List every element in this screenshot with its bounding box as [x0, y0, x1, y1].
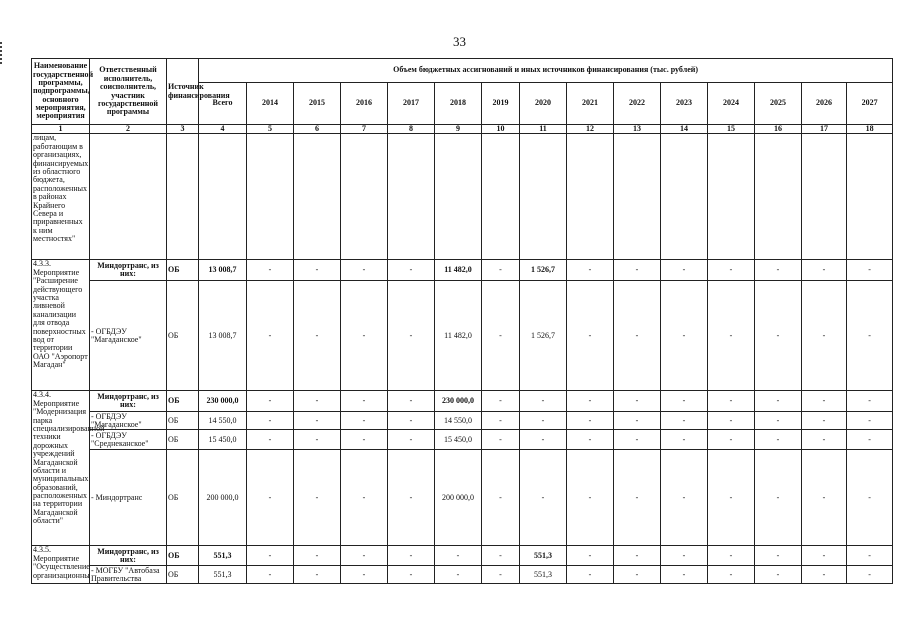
value-cell: - [341, 450, 388, 546]
value-cell: - [567, 546, 614, 566]
header-year: 2023 [661, 83, 708, 125]
value-cell: - [847, 281, 893, 391]
header-executor: Ответственный исполнитель, соисполнитель, участник государственной программы [90, 59, 167, 125]
value-cell: - [482, 260, 520, 281]
value-cell: - [847, 430, 893, 450]
source-cell: ОБ [167, 281, 199, 391]
value-cell: - [802, 546, 847, 566]
value-cell: - [614, 260, 661, 281]
executor-cell: - МОГБУ "Автобаза Правительства [90, 566, 167, 584]
value-cell: - [482, 412, 520, 430]
value-cell: - [708, 430, 755, 450]
value-cell: - [341, 430, 388, 450]
value-cell: - [802, 430, 847, 450]
value-cell: - [847, 412, 893, 430]
column-number: 10 [482, 125, 520, 134]
column-number: 15 [708, 125, 755, 134]
header-funding-title: Объем бюджетных ассигнований и иных источников финансирования (тыс. рублей) [199, 59, 893, 83]
value-cell: - [755, 412, 802, 430]
column-number: 5 [247, 125, 294, 134]
value-cell: - [294, 281, 341, 391]
column-number: 2 [90, 125, 167, 134]
value-cell: - [341, 281, 388, 391]
value-cell: - [294, 260, 341, 281]
value-cell: - [614, 430, 661, 450]
value-cell: - [341, 260, 388, 281]
value-cell: - [247, 450, 294, 546]
value-cell: - [482, 281, 520, 391]
source-cell: ОБ [167, 566, 199, 584]
header-year: 2019 [482, 83, 520, 125]
value-cell: 14 550,0 [435, 412, 482, 430]
value-cell: - [847, 566, 893, 584]
value-cell: - [388, 546, 435, 566]
value-cell: - [247, 391, 294, 412]
table-row [32, 546, 893, 566]
executor-cell: - ОГБДЭУ "Магаданское" [90, 281, 167, 391]
value-cell: 11 482,0 [435, 260, 482, 281]
value-cell: 1 526,7 [520, 281, 567, 391]
table-row [32, 260, 893, 281]
total-cell: 15 450,0 [199, 430, 247, 450]
value-cell: - [614, 281, 661, 391]
value-cell: - [341, 546, 388, 566]
value-cell: - [388, 566, 435, 584]
total-cell: 551,3 [199, 546, 247, 566]
value-cell: 11 482,0 [435, 281, 482, 391]
column-number-row [32, 125, 893, 134]
value-cell: - [482, 546, 520, 566]
value-cell: - [661, 546, 708, 566]
table-row [32, 391, 893, 412]
header-year: 2020 [520, 83, 567, 125]
value-cell: - [294, 391, 341, 412]
value-cell: - [294, 546, 341, 566]
header-year: 2026 [802, 83, 847, 125]
value-cell: - [247, 260, 294, 281]
value-cell: 230 000,0 [435, 391, 482, 412]
value-cell: - [341, 412, 388, 430]
page-number: 33 [453, 34, 466, 49]
value-cell: - [294, 450, 341, 546]
source-cell: ОБ [167, 450, 199, 546]
measure-name-continuation: лицам, работающим в организациях, финансируемых из областного бюджета, расположенных в районах Крайнего Севера и приравненных к ним местностях" [32, 134, 90, 260]
total-cell: 200 000,0 [199, 450, 247, 546]
value-cell: - [708, 391, 755, 412]
source-cell: ОБ [167, 430, 199, 450]
value-cell: 1 526,7 [520, 260, 567, 281]
value-cell: - [567, 430, 614, 450]
source-cell: ОБ [167, 412, 199, 430]
header-year: 2025 [755, 83, 802, 125]
value-cell: - [847, 546, 893, 566]
value-cell: - [661, 566, 708, 584]
column-number: 6 [294, 125, 341, 134]
value-cell: - [388, 391, 435, 412]
value-cell: - [388, 450, 435, 546]
column-number: 11 [520, 125, 567, 134]
total-cell: 551,3 [199, 566, 247, 584]
header-year: 2024 [708, 83, 755, 125]
value-cell: - [520, 430, 567, 450]
value-cell: - [661, 391, 708, 412]
value-cell: - [294, 412, 341, 430]
header-year: 2021 [567, 83, 614, 125]
column-number: 13 [614, 125, 661, 134]
column-number: 17 [802, 125, 847, 134]
value-cell: - [755, 260, 802, 281]
value-cell: - [802, 391, 847, 412]
value-cell: - [661, 412, 708, 430]
value-cell: - [708, 546, 755, 566]
source-cell: ОБ [167, 546, 199, 566]
header-total: Всего [199, 83, 247, 125]
value-cell: - [614, 391, 661, 412]
total-cell: 14 550,0 [199, 412, 247, 430]
value-cell: - [708, 260, 755, 281]
value-cell: 200 000,0 [435, 450, 482, 546]
total-cell: 13 008,7 [199, 260, 247, 281]
column-number: 1 [32, 125, 90, 134]
value-cell: 15 450,0 [435, 430, 482, 450]
value-cell: - [708, 412, 755, 430]
value-cell: - [661, 281, 708, 391]
value-cell: - [708, 450, 755, 546]
table-row [32, 430, 893, 450]
table-row [32, 412, 893, 430]
value-cell: - [482, 391, 520, 412]
value-cell: - [755, 566, 802, 584]
value-cell: - [341, 391, 388, 412]
value-cell: - [388, 260, 435, 281]
budget-table [31, 58, 893, 584]
total-cell: 13 008,7 [199, 281, 247, 391]
source-cell: ОБ [167, 260, 199, 281]
value-cell: - [341, 566, 388, 584]
value-cell: - [520, 391, 567, 412]
value-cell: 551,3 [520, 546, 567, 566]
value-cell: - [247, 412, 294, 430]
value-cell: - [708, 566, 755, 584]
header-funding-source: Источник финансирования [167, 59, 199, 125]
executor-cell: - Миндортранс [90, 450, 167, 546]
value-cell: - [802, 450, 847, 546]
column-number: 18 [847, 125, 893, 134]
value-cell: - [482, 430, 520, 450]
value-cell: - [567, 450, 614, 546]
measure-name: 4.3.4. Мероприятие "Модернизация парка специализированной техники дорожных учреждений Магаданской области и муниципальных образований, расположенных на территории Магаданской области" [32, 391, 90, 546]
value-cell: - [520, 450, 567, 546]
value-cell: - [708, 281, 755, 391]
value-cell: - [802, 260, 847, 281]
measure-name: 4.3.3. Мероприятие "Расширение действующего участка ливневой канализации для отвода поверхностных вод от территории ОАО "Аэропорт Магадан" [32, 260, 90, 391]
header-year: 2022 [614, 83, 661, 125]
value-cell: - [755, 391, 802, 412]
column-number: 12 [567, 125, 614, 134]
total-cell: 230 000,0 [199, 391, 247, 412]
measure-name: 4.3.5. Мероприятие "Осуществление организационны [32, 546, 90, 584]
value-cell: - [661, 260, 708, 281]
column-number: 7 [341, 125, 388, 134]
value-cell: 551,3 [520, 566, 567, 584]
value-cell: - [614, 412, 661, 430]
column-number: 16 [755, 125, 802, 134]
table-row [32, 134, 893, 260]
value-cell: - [482, 450, 520, 546]
value-cell: - [247, 281, 294, 391]
value-cell: - [294, 566, 341, 584]
value-cell: - [294, 430, 341, 450]
value-cell: - [567, 260, 614, 281]
value-cell: - [802, 412, 847, 430]
value-cell: - [802, 566, 847, 584]
header-year: 2017 [388, 83, 435, 125]
value-cell: - [847, 260, 893, 281]
header-program-name: Наименование государственной программы, подпрограммы, основного мероприятия, мероприятия [32, 59, 90, 125]
column-number: 14 [661, 125, 708, 134]
value-cell: - [247, 430, 294, 450]
value-cell: - [247, 546, 294, 566]
value-cell: - [614, 546, 661, 566]
margin-marks [0, 42, 5, 64]
value-cell: - [755, 281, 802, 391]
table-row [32, 281, 893, 391]
executor-cell: - ОГБДЭУ "Магаданское" [90, 412, 167, 430]
value-cell: - [435, 546, 482, 566]
value-cell: - [247, 566, 294, 584]
value-cell: - [847, 450, 893, 546]
value-cell: - [847, 391, 893, 412]
value-cell: - [755, 430, 802, 450]
value-cell: - [802, 281, 847, 391]
table-row [32, 566, 893, 584]
column-number: 9 [435, 125, 482, 134]
value-cell: - [388, 430, 435, 450]
value-cell: - [614, 566, 661, 584]
executor-cell: Миндортранс, из них: [90, 546, 167, 566]
column-number: 3 [167, 125, 199, 134]
value-cell: - [661, 450, 708, 546]
value-cell: - [567, 281, 614, 391]
value-cell: - [435, 566, 482, 584]
header-year: 2027 [847, 83, 893, 125]
value-cell: - [567, 391, 614, 412]
executor-cell: - ОГБДЭУ "Среднеканское" [90, 430, 167, 450]
value-cell: - [567, 412, 614, 430]
executor-cell: Миндортранс, из них: [90, 391, 167, 412]
value-cell: - [661, 430, 708, 450]
column-number: 4 [199, 125, 247, 134]
value-cell: - [755, 450, 802, 546]
value-cell: - [388, 281, 435, 391]
value-cell: - [482, 566, 520, 584]
value-cell: - [614, 450, 661, 546]
source-cell: ОБ [167, 391, 199, 412]
header-year: 2018 [435, 83, 482, 125]
value-cell: - [567, 566, 614, 584]
value-cell: - [388, 412, 435, 430]
table-row [32, 450, 893, 546]
executor-cell: Миндортранс, из них: [90, 260, 167, 281]
value-cell: - [755, 546, 802, 566]
column-number: 8 [388, 125, 435, 134]
header-year: 2016 [341, 83, 388, 125]
header-year: 2015 [294, 83, 341, 125]
header-year: 2014 [247, 83, 294, 125]
value-cell: - [520, 412, 567, 430]
